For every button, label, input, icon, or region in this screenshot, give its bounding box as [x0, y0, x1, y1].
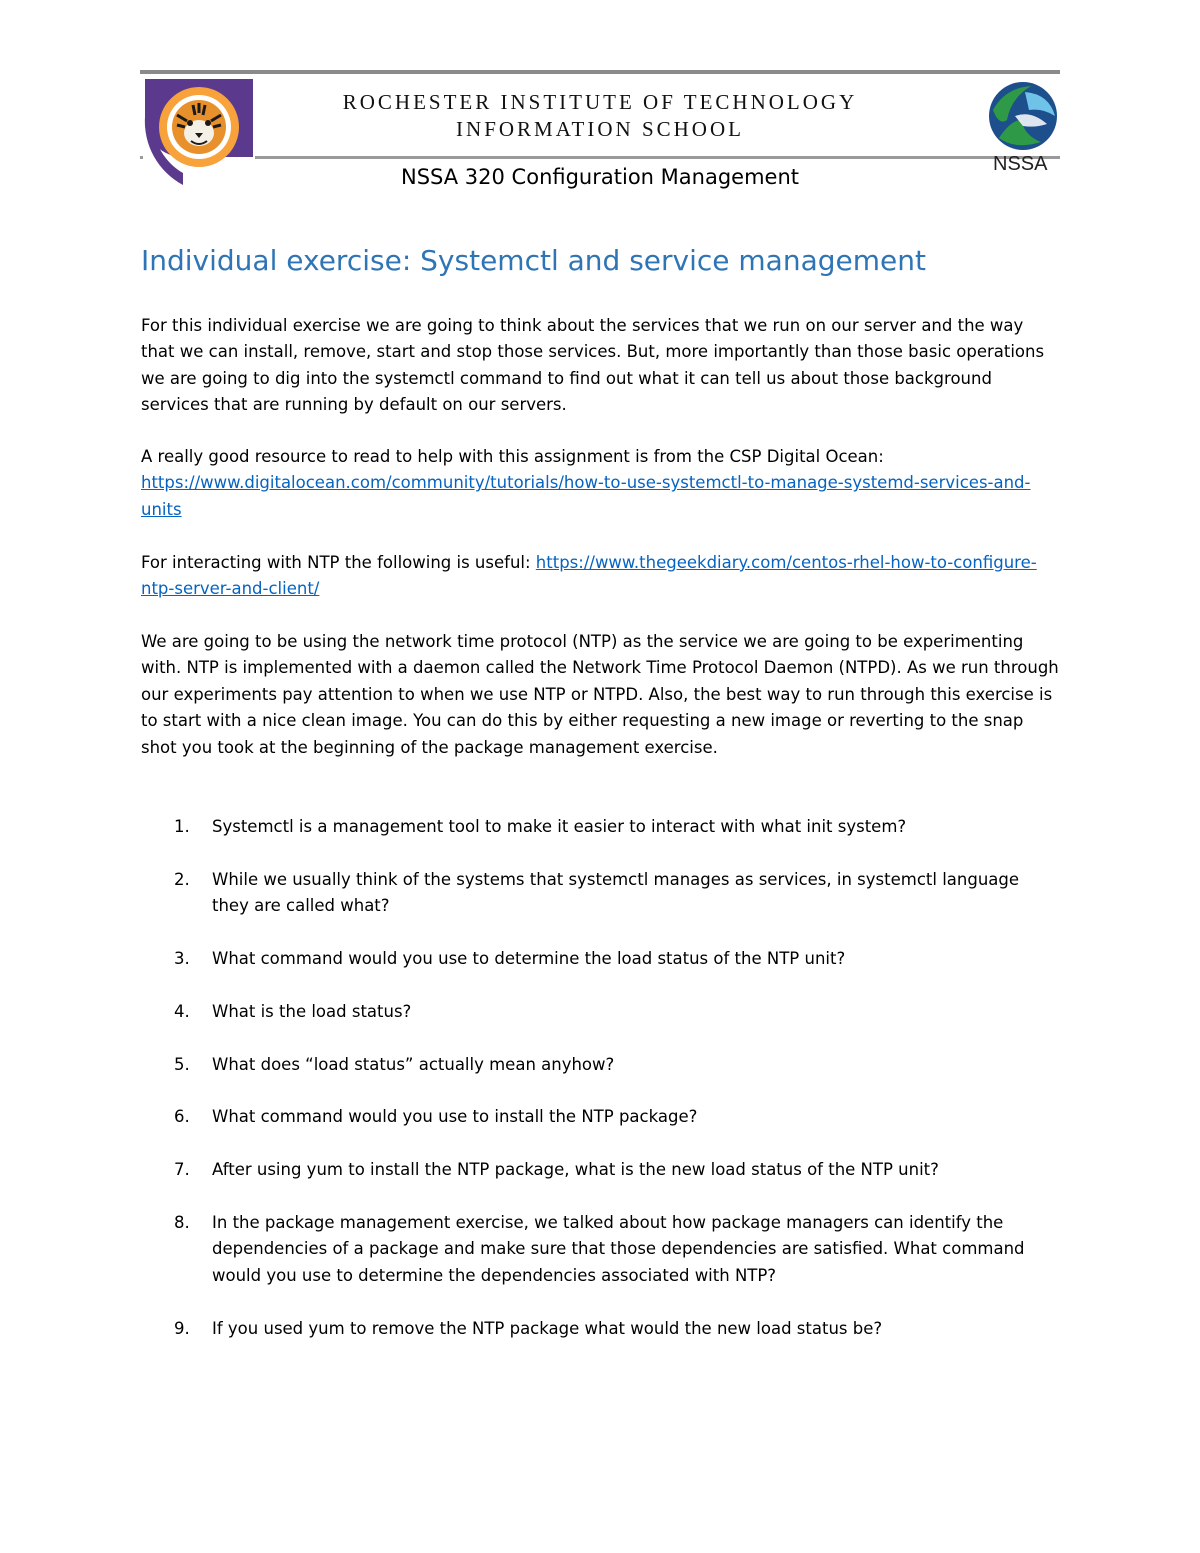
question-text: Systemctl is a management tool to make it easier to interact with what init system? [212, 817, 907, 836]
question-number: 9. [174, 1318, 190, 1338]
resource-text: A really good resource to read to help with this assignment is from the CSP Digital Ocean: [141, 447, 884, 466]
intro-paragraph: For this individual exercise we are going to think about the services that we run on our server and the way that we can install, remove, start and stop those services. But, more importantly than those basic operations we are going to dig into the systemctl command to find out what it can tell us about those background services that are running by default on our servers. [141, 316, 1045, 415]
question-list [141, 814, 1061, 1368]
question-number: 5. [174, 1054, 190, 1074]
question-item [141, 1316, 1061, 1342]
question-number: 4. [174, 1001, 190, 1021]
ntp-resource-text: For interacting with NTP the following is useful: [141, 553, 536, 572]
question-item [141, 999, 1061, 1025]
question-item [141, 1052, 1061, 1078]
header-top-rule [140, 70, 1060, 74]
question-item [141, 1157, 1061, 1183]
rit-tiger-logo [143, 77, 255, 189]
course-title: NSSA 320 Configuration Management [401, 165, 799, 189]
exercise-title: Individual exercise: Systemctl and service management [141, 244, 926, 277]
question-item [141, 1210, 1061, 1289]
header-middle-rule [140, 156, 1060, 159]
question-text: If you used yum to remove the NTP package what would the new load status be? [212, 1318, 883, 1338]
question-text: What is the load status? [212, 1001, 412, 1021]
question-item [141, 867, 1061, 920]
school-name-line-2: INFORMATION SCHOOL [456, 117, 744, 141]
nssa-logo-label: NSSA [993, 153, 1048, 175]
ntp-description-paragraph: We are going to be using the network time protocol (NTP) as the service we are going to be experimenting with. NTP is implemented with a daemon called the Network Time Protocol Daemon (NTPD). As we run through our experiments pay attention to when we use NTP or NTPD. Also, the best way to run through this exercise is to start with a nice clean image. You can do this by either requesting a new image or reverting to the snap shot you took at the beginning of the package management exercise. [141, 632, 1059, 757]
question-text: What command would you use to install the NTP package? [212, 1107, 698, 1127]
resource-paragraph [141, 444, 1061, 523]
question-item [141, 946, 1061, 972]
question-number: 1. [174, 817, 190, 836]
question-text: What does “load status” actually mean anyhow? [212, 1054, 615, 1074]
question-text: What command would you use to determine the load status of the NTP unit? [212, 949, 846, 968]
question-number: 7. [174, 1160, 190, 1180]
question-item [141, 1104, 1061, 1130]
question-number: 3. [174, 949, 190, 968]
question-number: 2. [174, 869, 190, 889]
question-number: 8. [174, 1212, 190, 1232]
thegeekdiary-link[interactable]: https://www.thegeekdiary.com/centos-rhel-how-to-configure-ntp-server-and-client/ [141, 553, 1037, 599]
question-number: 6. [174, 1107, 190, 1127]
question-item [141, 814, 1061, 840]
question-text: While we usually think of the systems that systemctl manages as services, in systemctl language they are called what? [212, 869, 1020, 916]
question-text: After using yum to install the NTP package, what is the new load status of the NTP unit? [212, 1160, 939, 1180]
question-text: In the package management exercise, we talked about how package managers can identify the dependencies of a package and make sure that those dependencies are satisfied. What command would you use to determine the dependencies associated with NTP? [212, 1212, 1025, 1285]
school-name-line-1: ROCHESTER INSTITUTE OF TECHNOLOGY [342, 90, 858, 114]
ntp-resource-paragraph [141, 550, 1061, 603]
digitalocean-link[interactable]: https://www.digitalocean.com/community/tutorials/how-to-use-systemctl-to-manage-systemd-services-and-units [141, 473, 1031, 519]
